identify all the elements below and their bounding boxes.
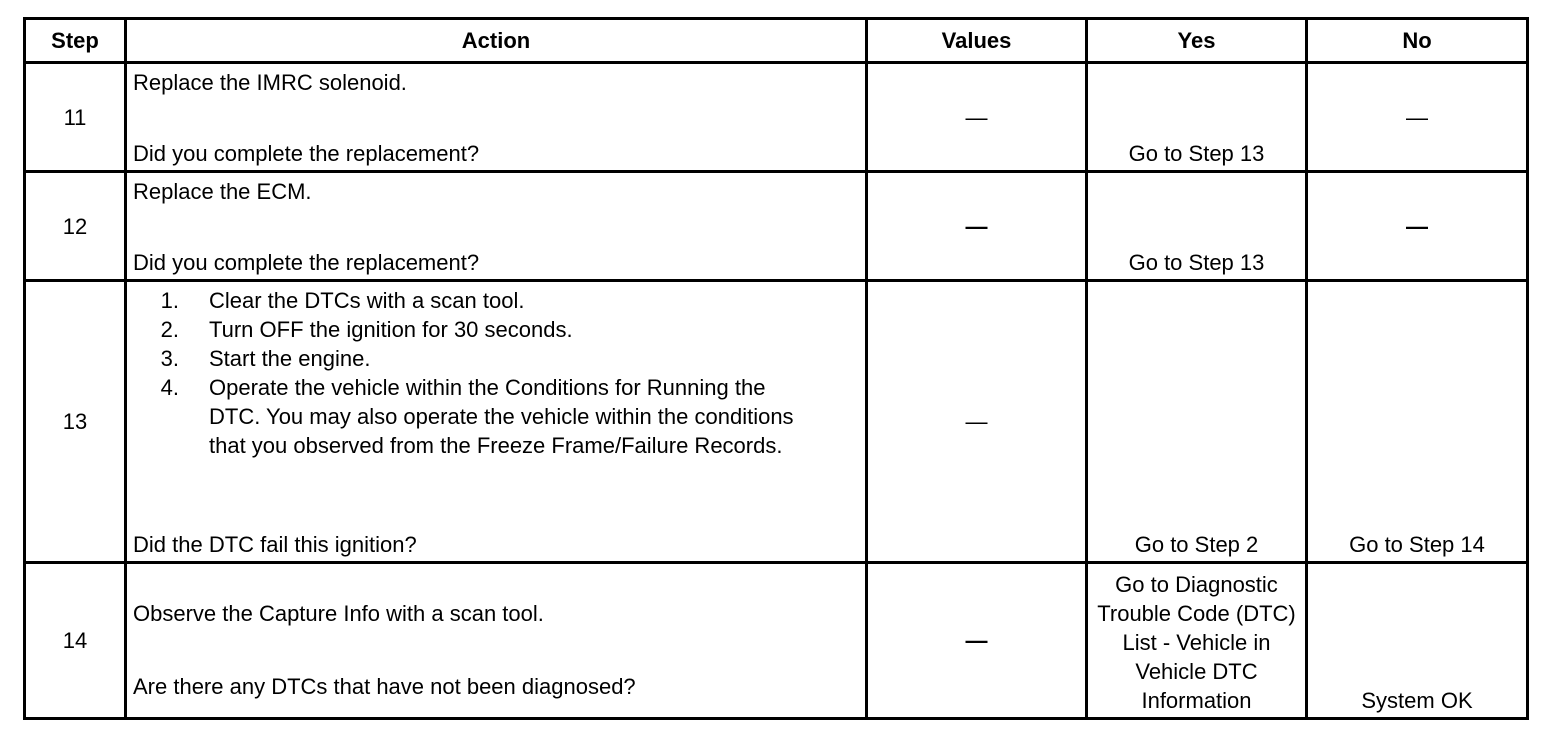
action-cell [126,63,867,172]
values-value: — [965,628,988,653]
action-steps-list [133,286,809,460]
list-item-number: 2. [160,317,179,342]
values-cell [867,281,1087,563]
values-value: — [965,409,988,434]
step-number: 11 [25,63,126,172]
table-row [25,172,1528,281]
values-value: — [965,104,988,130]
yes-value: Go to Step 2 [1134,532,1259,557]
yes-value: Go to Diagnostic Trouble Code (DTC) List - Vehicle in Vehicle DTC Information [1097,572,1296,713]
no-value: — [1406,213,1428,239]
list-item [133,315,809,344]
list-item-number: 4. [160,375,179,400]
list-item-text: Operate the vehicle within the Conditions for Running the DTC. You may also operate the vehicle within the conditions that you observed from the Freeze Frame/Failure Records. [209,375,794,458]
action-question: Did you complete the replacement? [133,250,480,275]
no-value: — [1406,104,1428,130]
values-cell [867,563,1087,719]
yes-cell [1087,63,1307,172]
no-cell [1307,281,1528,563]
header-step: Step [25,19,126,63]
list-item-text: Start the engine. [209,346,371,371]
values-value: — [965,213,988,239]
header-no: No [1307,19,1528,63]
action-cell [126,563,867,719]
diagnostic-table [23,17,1529,720]
list-item-text: Clear the DTCs with a scan tool. [209,288,525,313]
no-cell [1307,63,1528,172]
action-question: Did you complete the replacement? [133,141,480,166]
list-item [133,286,809,315]
header-action: Action [126,19,867,63]
no-cell [1307,172,1528,281]
list-item-number: 3. [160,346,179,371]
action-statement: Replace the ECM. [133,179,312,204]
step-number: 14 [25,563,126,719]
action-statement: Replace the IMRC solenoid. [133,70,407,95]
action-cell [126,172,867,281]
list-item [133,373,809,460]
yes-cell [1087,563,1307,719]
table-row [25,63,1528,172]
values-cell [867,63,1087,172]
yes-value: Go to Step 13 [1128,250,1265,275]
yes-value: Go to Step 13 [1128,141,1265,166]
yes-cell [1087,281,1307,563]
yes-cell [1087,172,1307,281]
action-cell [126,281,867,563]
header-values: Values [867,19,1087,63]
no-value: System OK [1361,688,1473,713]
action-statement: Observe the Capture Info with a scan tool. [133,601,544,626]
table-row [25,563,1528,719]
action-question: Did the DTC fail this ignition? [133,532,417,557]
list-item-number: 1. [160,288,179,313]
step-number: 12 [25,172,126,281]
list-item [133,344,809,373]
header-row [25,19,1528,63]
list-item-text: Turn OFF the ignition for 30 seconds. [209,317,573,342]
header-yes: Yes [1087,19,1307,63]
action-question: Are there any DTCs that have not been diagnosed? [133,674,636,699]
no-value: Go to Step 14 [1349,532,1485,557]
no-cell [1307,563,1528,719]
table-row [25,281,1528,563]
values-cell [867,172,1087,281]
step-number: 13 [25,281,126,563]
